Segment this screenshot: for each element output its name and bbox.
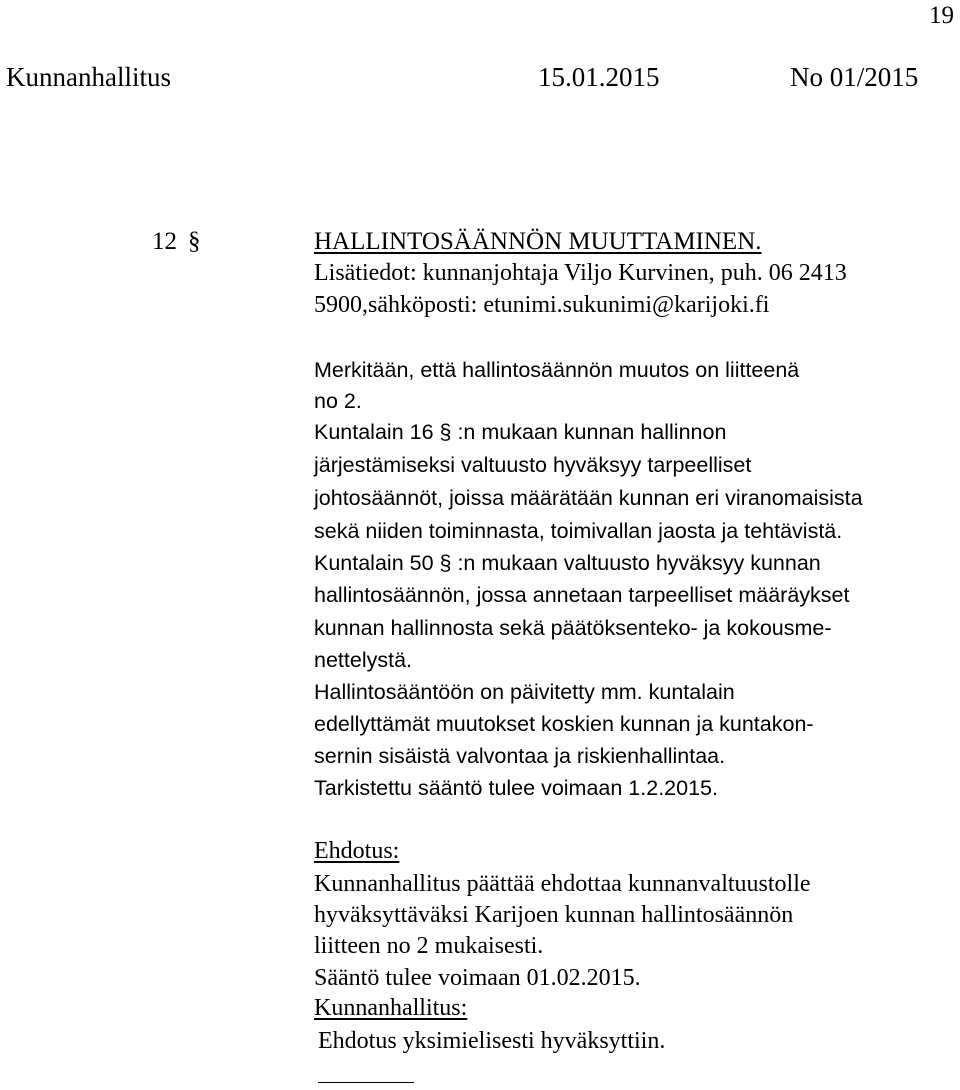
- body-line: sernin sisäistä valvontaa ja riskienhallintaa.: [314, 744, 726, 768]
- body-line: nettelystä.: [314, 648, 412, 672]
- body-line: järjestämiseksi valtuusto hyväksyy tarpeelliset: [314, 453, 752, 477]
- section-symbol: §: [188, 228, 201, 255]
- proposal-line: hyväksyttäväksi Karijoen kunnan hallintosäännön: [314, 902, 794, 928]
- proposal-line: Sääntö tulee voimaan 01.02.2015.: [314, 965, 641, 991]
- info-line: 5900,sähköposti: etunimi.sukunimi@karijoki.fi: [314, 292, 770, 318]
- proposal-line: Kunnanhallitus päättää ehdottaa kunnanvaltuustolle: [314, 871, 811, 897]
- body-line: kunnan hallinnosta sekä päätöksenteko- ja kokousme-: [314, 616, 832, 640]
- body-line: johtosäännöt, joissa määrätään kunnan eri viranomaisista: [314, 486, 863, 510]
- body-line: Tarkistettu sääntö tulee voimaan 1.2.2015.: [314, 776, 718, 800]
- body-line: edellyttämät muutokset koskien kunnan ja kuntakon-: [314, 712, 814, 736]
- proposal-line: liitteen no 2 mukaisesti.: [314, 933, 544, 959]
- body-line: sekä niiden toiminnasta, toimivallan jaosta ja tehtävistä.: [314, 519, 843, 543]
- header-date: 15.01.2015: [538, 62, 660, 92]
- proposal-label: Ehdotus:: [314, 838, 400, 864]
- info-line: Lisätiedot: kunnanjohtaja Viljo Kurvinen, puh. 06 2413: [314, 260, 847, 286]
- body-line: hallintosäännön, jossa annetaan tarpeelliset määräykset: [314, 583, 850, 607]
- header-organ: Kunnanhallitus: [6, 62, 171, 92]
- page-number: 19: [929, 2, 954, 29]
- body-line: Kuntalain 16 § :n mukaan kunnan hallinnon: [314, 420, 727, 444]
- section-number: 12: [152, 228, 177, 255]
- end-rule: [318, 1082, 414, 1083]
- decision-text: Ehdotus yksimielisesti hyväksyttiin.: [318, 1028, 666, 1054]
- body-line: Merkitään, että hallintosäännön muutos on liitteenä: [314, 358, 800, 382]
- body-line: no 2.: [314, 389, 362, 413]
- body-line: Hallintosääntöön on päivitetty mm. kuntalain: [314, 680, 735, 704]
- section-title: HALLINTOSÄÄNNÖN MUUTTAMINEN.: [314, 228, 762, 255]
- body-line: Kuntalain 50 § :n mukaan valtuusto hyväksyy kunnan: [314, 551, 821, 575]
- header-minutes-number: No 01/2015: [790, 62, 919, 92]
- decision-label: Kunnanhallitus:: [314, 995, 468, 1021]
